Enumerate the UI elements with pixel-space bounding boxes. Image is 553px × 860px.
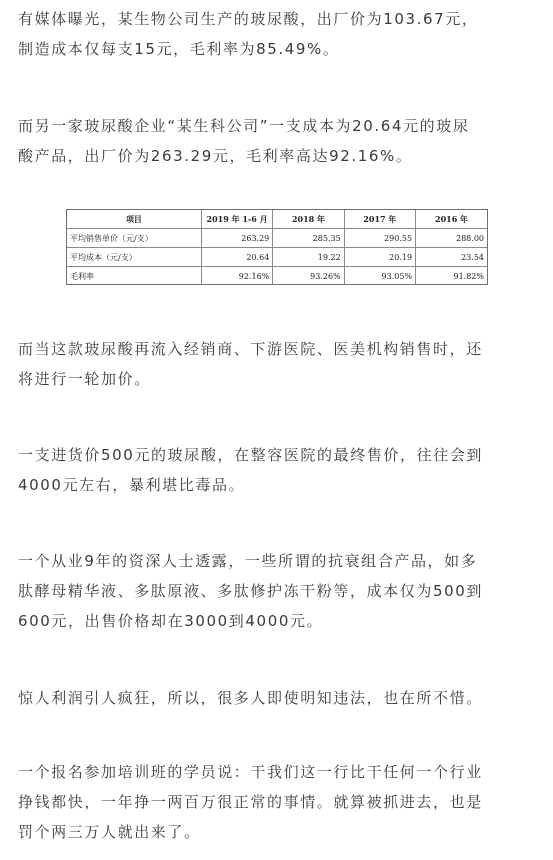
table-cell: 93.05% <box>344 267 415 286</box>
table-cell: 19.22 <box>273 248 344 267</box>
paragraph-line: 600元，出售价格却在3000到4000元。 <box>18 612 324 630</box>
table-cell: 平均销售单价（元/支） <box>67 229 201 248</box>
paragraph-line: 制造成本仅每支15元，毛利率为85.49%。 <box>18 40 340 58</box>
table-cell: 毛利率 <box>67 267 201 286</box>
paragraph-2 <box>18 111 540 171</box>
paragraph-3 <box>18 334 540 394</box>
paragraph-line: 将进行一轮加价。 <box>18 370 151 388</box>
table-row <box>67 248 487 267</box>
paragraph-7 <box>18 757 540 847</box>
paragraph-line: 惊人利润引人疯狂，所以，很多人即使明知违法，也在所不惜。 <box>18 689 483 707</box>
paragraph-line: 一支进货价500元的玻尿酸，在整容医院的最终售价，往往会到 <box>18 446 484 464</box>
paragraph-line: 肽酵母精华液、多肽原液、多肽修护冻干粉等，成本仅为500到 <box>18 582 484 600</box>
paragraph-6 <box>18 683 540 713</box>
paragraph-1 <box>18 4 540 64</box>
financial-table <box>67 210 487 285</box>
table-cell: 20.19 <box>344 248 415 267</box>
table-header-cell: 2019 年 1-6 月 <box>201 210 272 229</box>
table-cell: 23.54 <box>416 248 487 267</box>
table-row <box>67 267 487 286</box>
paragraph-line: 而当这款玻尿酸再流入经销商、下游医院、医美机构销售时，还 <box>18 340 483 358</box>
paragraph-5 <box>18 546 540 636</box>
financial-table-image <box>66 209 488 285</box>
paragraph-4 <box>18 440 540 500</box>
table-cell: 288.00 <box>416 229 487 248</box>
paragraph-line: 挣钱都快，一年挣一两百万很正常的事情。就算被抓进去，也是 <box>18 793 483 811</box>
table-cell: 20.64 <box>201 248 272 267</box>
table-cell: 92.16% <box>201 267 272 286</box>
table-header-cell: 2016 年 <box>416 210 487 229</box>
table-cell: 93.26% <box>273 267 344 286</box>
table-cell: 290.55 <box>344 229 415 248</box>
table-header-cell: 项目 <box>67 210 201 229</box>
paragraph-line: 4000元左右，暴利堪比毒品。 <box>18 476 246 494</box>
paragraph-line: 一个从业9年的资深人士透露，一些所谓的抗衰组合产品，如多 <box>18 552 478 570</box>
paragraph-line: 而另一家玻尿酸企业“某生科公司”一支成本为20.64元的玻尿 <box>18 117 470 135</box>
table-cell: 285.35 <box>273 229 344 248</box>
table-header-cell: 2018 年 <box>273 210 344 229</box>
paragraph-line: 酸产品，出厂价为263.29元，毛利率高达92.16%。 <box>18 147 413 165</box>
paragraph-line: 一个报名参加培训班的学员说：干我们这一行比干任何一个行业 <box>18 763 483 781</box>
table-header-row <box>67 210 487 229</box>
paragraph-line: 有媒体曝光，某生物公司生产的玻尿酸，出厂价为103.67元， <box>18 10 479 28</box>
table-cell: 91.82% <box>416 267 487 286</box>
table-row <box>67 229 487 248</box>
table-header-cell: 2017 年 <box>344 210 415 229</box>
paragraph-line: 罚个两三万人就出来了。 <box>18 823 201 841</box>
table-cell: 263.29 <box>201 229 272 248</box>
table-cell: 平均成本（元/支） <box>67 248 201 267</box>
